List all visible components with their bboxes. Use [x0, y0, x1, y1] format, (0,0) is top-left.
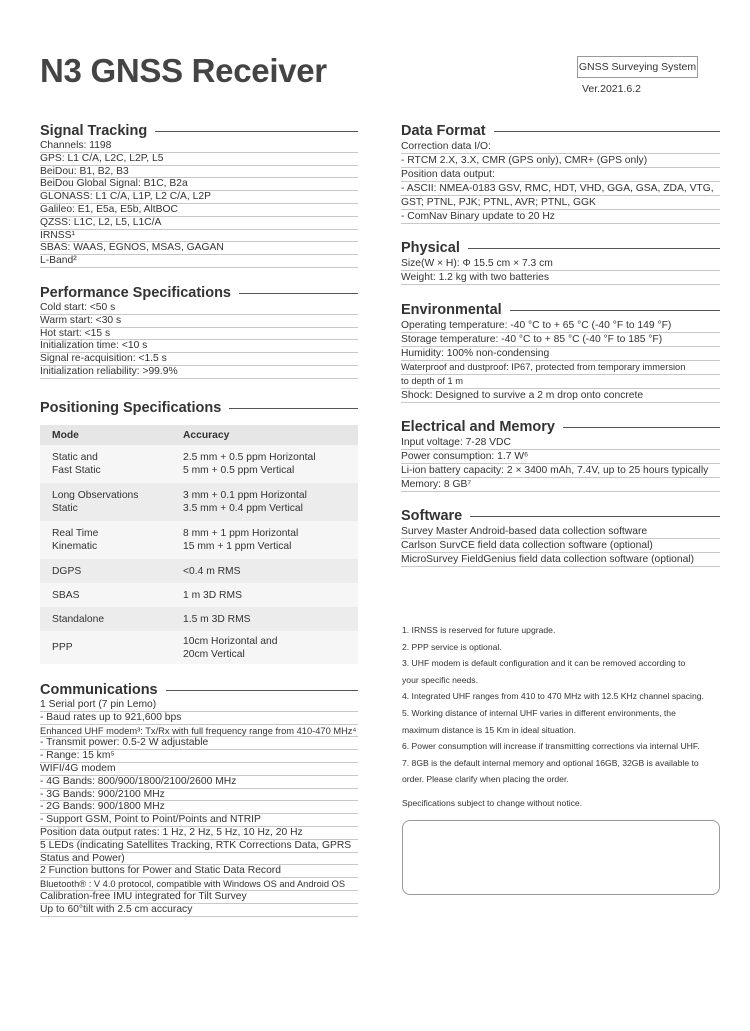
spec-row: - ASCII: NMEA-0183 GSV, RMC, HDT, VHD, GGA, GSA, ZDA, VTG, [401, 182, 720, 196]
accuracy-line: 20cm Vertical [183, 648, 245, 660]
cell-accuracy [171, 631, 358, 664]
spec-row: - RTCM 2.X, 3.X, CMR (GPS only), CMR+ (GPS only) [401, 154, 720, 168]
empty-box [402, 820, 720, 895]
spec-row: Initialization time: <10 s [40, 340, 358, 353]
cell-accuracy [171, 583, 358, 607]
mode-line: Kinematic [52, 541, 98, 552]
section-performance [40, 284, 358, 379]
footnote-line: 6. Power consumption will increase if transmitting corrections via internal UHF. [402, 741, 700, 752]
spec-row: Input voltage: 7-28 VDC [401, 436, 720, 450]
spec-row: - Range: 15 km⁵ [40, 750, 358, 763]
accuracy-line: 2.5 mm + 0.5 ppm Horizontal [183, 452, 316, 463]
spec-row: SBAS: WAAS, EGNOS, MSAS, GAGAN [40, 242, 358, 255]
spec-row: GST; PTNL, PJK; PTNL, AVR; PTNL, GGK [401, 196, 720, 210]
spec-row: Status and Power) [40, 853, 358, 866]
spec-row: Channels: 1198 [40, 140, 358, 153]
cell-accuracy [171, 607, 358, 631]
spec-row: 1 Serial port (7 pin Lemo) [40, 699, 358, 712]
section-title: Environmental [401, 301, 720, 319]
spec-row: Operating temperature: -40 °C to + 65 °C (-40 °F to 149 °F) [401, 319, 720, 333]
spec-row: Storage temperature: -40 °C to + 85 °C (-40 °F to 185 °F) [401, 333, 720, 347]
section-title: Software [401, 507, 720, 525]
section-electrical [401, 418, 720, 492]
spec-row: Memory: 8 GB⁷ [401, 478, 720, 492]
section-physical [401, 239, 720, 285]
section-title: Electrical and Memory [401, 418, 720, 436]
mode-line: Real Time [52, 528, 99, 539]
spec-row: to depth of 1 m [401, 375, 720, 389]
cell-mode [40, 631, 171, 664]
cell-mode [40, 521, 171, 559]
spec-row: WIFI/4G modem [40, 763, 358, 776]
mode-line: Long Observations [52, 490, 139, 501]
spec-row: Weight: 1.2 kg with two batteries [401, 271, 720, 285]
spec-row: Calibration-free IMU integrated for Tilt Survey [40, 891, 358, 904]
spec-row: - 4G Bands: 800/900/1800/2100/2600 MHz [40, 776, 358, 789]
cell-mode [40, 607, 171, 631]
positioning-table [40, 425, 358, 664]
footnote-line: 4. Integrated UHF ranges from 410 to 470 MHz with 12.5 KHz channel spacing. [402, 691, 704, 702]
section-data-format [401, 122, 720, 224]
page-title: N3 GNSS Receiver [40, 52, 327, 89]
footnote-line: your specific needs. [402, 674, 478, 685]
spec-row: GPS: L1 C/A, L2C, L2P, L5 [40, 153, 358, 166]
spec-row: - 3G Bands: 900/2100 MHz [40, 789, 358, 802]
cell-mode [40, 583, 171, 607]
footnote-line: order. Please clarify when placing the order. [402, 774, 569, 785]
spec-row: - 2G Bands: 900/1800 MHz [40, 801, 358, 814]
section-signal-tracking [40, 122, 358, 268]
cell-accuracy [171, 445, 358, 483]
spec-row: Position data output rates: 1 Hz, 2 Hz, 5 Hz, 10 Hz, 20 Hz [40, 827, 358, 840]
footnote-line: 1. IRNSS is reserved for future upgrade. [402, 625, 556, 635]
accuracy-line: 10cm Horizontal and [183, 635, 278, 647]
accuracy-line: <0.4 m RMS [183, 565, 241, 577]
footnote-line: 5. Working distance of internal UHF varies in different environments, the [402, 707, 676, 718]
accuracy-line: 1 m 3D RMS [183, 589, 242, 601]
spec-row: - Transmit power: 0.5-2 W adjustable [40, 737, 358, 750]
spec-row: Bluetooth® : V 4.0 protocol, compatible with Windows OS and Android OS [40, 878, 358, 891]
version-label: Ver.2021.6.2 [582, 83, 641, 95]
spec-row: - ComNav Binary update to 20 Hz [401, 210, 720, 224]
spec-row: BeiDou: B1, B2, B3 [40, 166, 358, 179]
cell-accuracy [171, 483, 358, 521]
accuracy-line: 1.5 m 3D RMS [183, 613, 251, 625]
column-header-mode: Mode [40, 425, 171, 445]
mode-line: Standalone [52, 613, 105, 625]
cell-accuracy [171, 521, 358, 559]
section-positioning [40, 399, 358, 664]
section-software [401, 507, 720, 567]
section-title: Positioning Specifications [40, 399, 358, 417]
spec-row: GLONASS: L1 C/A, L1P, L2 C/A, L2P [40, 191, 358, 204]
system-label-box: GNSS Surveying System [577, 56, 698, 78]
mode-line: Static and [52, 452, 98, 463]
mode-line: Static [52, 503, 78, 514]
spec-row: MicroSurvey FieldGenius field data collection software (optional) [401, 553, 720, 567]
column-header-accuracy: Accuracy [171, 425, 358, 445]
section-environmental [401, 301, 720, 403]
section-communications [40, 681, 358, 917]
spec-row: Up to 60°tilt with 2.5 cm accuracy [40, 904, 358, 917]
accuracy-line: 8 mm + 1 ppm Horizontal [183, 528, 299, 539]
table-row [40, 607, 358, 631]
spec-row: IRNSS¹ [40, 230, 358, 243]
cell-mode [40, 445, 171, 483]
table-row [40, 583, 358, 607]
accuracy-line: 5 mm + 0.5 ppm Vertical [183, 465, 295, 476]
spec-row: Warm start: <30 s [40, 315, 358, 328]
spec-row: - Support GSM, Point to Point/Points and NTRIP [40, 814, 358, 827]
mode-line: Fast Static [52, 465, 101, 476]
cell-mode [40, 559, 171, 583]
spec-row: Correction data I/O: [401, 140, 720, 154]
footnotes [402, 622, 732, 788]
accuracy-line: 3 mm + 0.1 ppm Horizontal [183, 490, 307, 501]
footnote-line: 3. UHF modem is default configuration and it can be removed according to [402, 658, 686, 669]
spec-row: BeiDou Global Signal: B1C, B2a [40, 178, 358, 191]
mode-line: PPP [52, 642, 73, 653]
section-title: Performance Specifications [40, 284, 358, 302]
spec-row: Size(W × H): Φ 15.5 cm × 7.3 cm [401, 257, 720, 271]
footnote-line: maximum distance is 15 Km in ideal situation. [402, 724, 576, 735]
spec-row: Shock: Designed to survive a 2 m drop onto concrete [401, 389, 720, 403]
spec-row: Humidity: 100% non-condensing [401, 347, 720, 361]
spec-row: - Baud rates up to 921,600 bps [40, 712, 358, 725]
spec-row: QZSS: L1C, L2, L5, L1C/A [40, 217, 358, 230]
spec-row: Galileo: E1, E5a, E5b, AltBOC [40, 204, 358, 217]
spec-row: Initialization reliability: >99.9% [40, 366, 358, 379]
section-title: Signal Tracking [40, 122, 358, 140]
spec-row: Enhanced UHF modem³: Tx/Rx with full frequency range from 410-470 MHz⁴ [40, 725, 357, 736]
section-title: Physical [401, 239, 720, 257]
mode-line: DGPS [52, 565, 82, 577]
table-row [40, 445, 358, 483]
accuracy-line: 15 mm + 1 ppm Vertical [183, 541, 292, 552]
footnote-line: 2. PPP service is optional. [402, 641, 502, 652]
footnote-line: 7. 8GB is the default internal memory and optional 16GB, 32GB is available to [402, 757, 699, 768]
cell-accuracy [171, 559, 358, 583]
mode-line: SBAS [52, 589, 80, 601]
spec-row: Li-ion battery capacity: 2 × 3400 mAh, 7.4V, up to 25 hours typically [401, 464, 720, 478]
spec-row: Hot start: <15 s [40, 328, 358, 341]
spec-row: Carlson SurvCE field data collection software (optional) [401, 539, 720, 553]
spec-row: 2 Function buttons for Power and Static Data Record [40, 865, 358, 878]
spec-row: Power consumption: 1.7 W⁶ [401, 450, 720, 464]
spec-row: Survey Master Android-based data collection software [401, 525, 720, 539]
accuracy-line: 3.5 mm + 0.4 ppm Vertical [183, 503, 303, 514]
table-row [40, 521, 358, 559]
spec-row: 5 LEDs (indicating Satellites Tracking, RTK Corrections Data, GPRS [40, 840, 358, 853]
section-title: Data Format [401, 122, 720, 140]
section-title: Communications [40, 681, 358, 699]
disclaimer: Specifications subject to change without notice. [402, 798, 583, 808]
table-row [40, 483, 358, 521]
spec-row: Signal re-acquisition: <1.5 s [40, 353, 358, 366]
table-row [40, 559, 358, 583]
spec-row: Waterproof and dustproof: IP67, protected from temporary immersion [401, 361, 720, 375]
table-row [40, 631, 358, 664]
spec-row: Cold start: <50 s [40, 302, 358, 315]
cell-mode [40, 483, 171, 521]
spec-row: Position data output: [401, 168, 720, 182]
spec-row: L-Band² [40, 255, 358, 268]
